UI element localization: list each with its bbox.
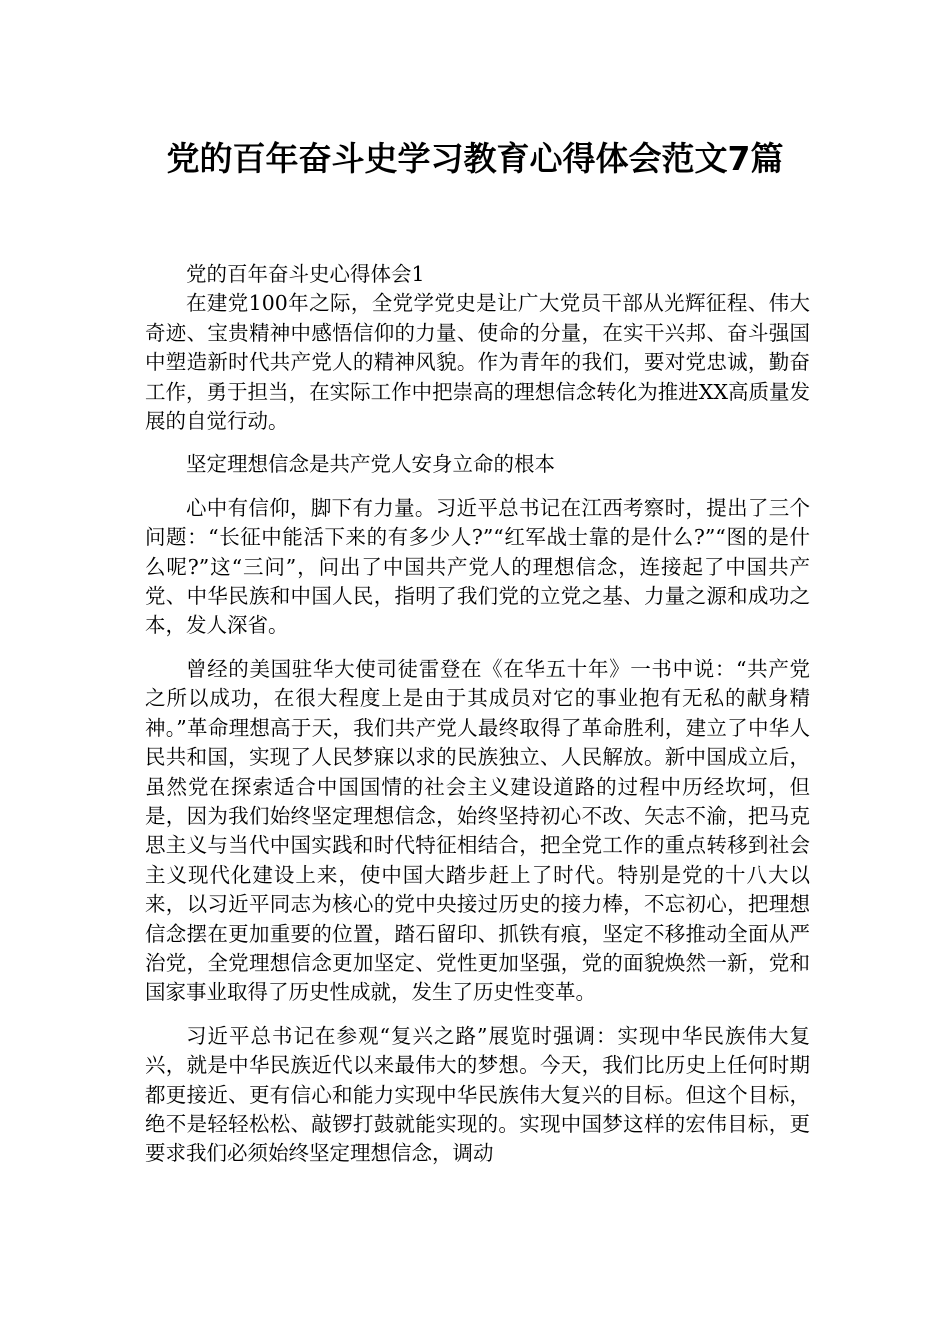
document-title: 党的百年奋斗史学习教育心得体会范文7篇 [166,139,784,178]
section-heading: 党的百年奋斗史心得体会1 [186,262,425,286]
document-body [145,260,810,1169]
paragraph: 在建党100年之际，全党学党史是让广大党员干部从光辉征程、伟大奇迹、宝贵精神中感悟信仰的力量、使命的分量，在实干兴邦、奋斗强国中塑造新时代共产党人的精神风貌。作为青年的我们，要对党忠诚，勤奋工作，勇于担当，在实际工作中把崇高的理想信念转化为推进XX高质量发展的自觉行动。 [145,291,810,434]
paragraph: 心中有信仰，脚下有力量。习近平总书记在江西考察时，提出了三个问题：“长征中能活下来的有多少人?”“红军战士靠的是什么?”“图的是什么呢?”这“三问”，问出了中国共产党人的理想信念，连接起了中国共产党、中华民族和中国人民，指明了我们党的立党之基、力量之源和成功之本，发人深省。 [145,495,810,638]
paragraph: 曾经的美国驻华大使司徒雷登在《在华五十年》一书中说：“共产党之所以成功，在很大程度上是由于其成员对它的事业抱有无私的献身精神。”革命理想高于天，我们共产党人最终取得了革命胜利，建立了中华人民共和国，实现了人民梦寐以求的民族独立、人民解放。新中国成立后，虽然党在探索适合中国国情的社会主义建设道路的过程中历经坎坷，但是，因为我们始终坚定理想信念，始终坚持初心不改、矢志不渝，把马克思主义与当代中国实践和时代特征相结合，把全党工作的重点转移到社会主义现代化建设上来，使中国大踏步赶上了时代。特别是党的十八大以来，以习近平同志为核心的党中央接过历史的接力棒，不忘初心，把理想信念摆在更加重要的位置，踏石留印、抓铁有痕，坚定不移推动全面从严治党，全党理想信念更加坚定、党性更加坚强，党的面貌焕然一新，党和国家事业取得了历史性成就，发生了历史性变革。 [145,656,810,1005]
paragraph: 习近平总书记在参观“复兴之路”展览时强调：实现中华民族伟大复兴，就是中华民族近代以来最伟大的梦想。今天，我们比历史上任何时期都更接近、更有信心和能力实现中华民族伟大复兴的目标。但这个目标，绝不是轻轻松松、敲锣打鼓就能实现的。实现中国梦这样的宏伟目标，更要求我们必须始终坚定理想信念，调动 [145,1023,810,1166]
paragraph-heading: 坚定理想信念是共产党人安身立命的根本 [186,452,555,477]
